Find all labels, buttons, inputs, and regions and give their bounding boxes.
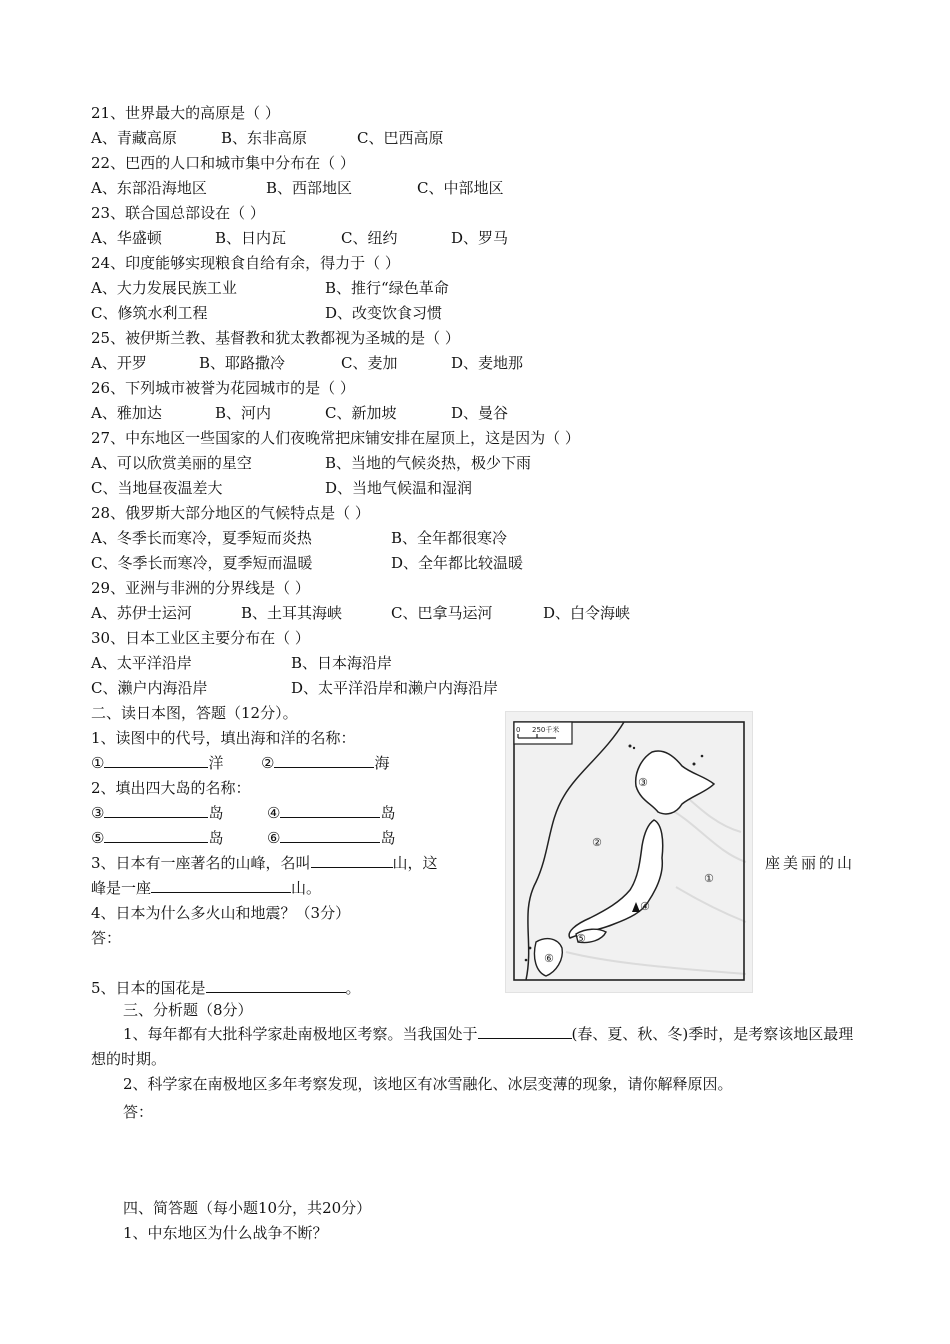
option-row xyxy=(91,478,861,498)
blank-island-3[interactable] xyxy=(104,803,208,818)
sec3-answer-label: 答： xyxy=(123,1103,154,1121)
answer-option[interactable]: C、当地昼夜温差大 xyxy=(91,479,223,497)
answer-option[interactable]: A、苏伊士运河 xyxy=(91,604,192,622)
ocean-suffix: 洋 xyxy=(208,754,224,772)
sec2-q3-text-c: 座美丽的山 xyxy=(765,854,856,872)
sec3-q1-text-a: 1、每年都有大批科学家赴南极地区考察。当我国处于 xyxy=(123,1025,478,1043)
answer-option[interactable]: A、大力发展民族工业 xyxy=(91,279,237,297)
option-row xyxy=(91,653,861,673)
blank-island-6[interactable] xyxy=(280,828,380,843)
blank-island-5[interactable] xyxy=(104,828,208,843)
answer-option[interactable]: C、纽约 xyxy=(341,229,398,247)
blank-national-flower[interactable] xyxy=(206,978,346,993)
q3-text-e: 山。 xyxy=(291,879,322,897)
q3-text-a: 3、日本有一座著名的山峰，名叫 xyxy=(91,854,311,872)
sec2-q1-blanks xyxy=(91,753,390,773)
question-stem: 26、下列城市被誉为花园城市的是（ ） xyxy=(91,379,355,397)
sec2-q5 xyxy=(91,978,361,998)
sec3-q1-text-b: (春、夏、秋、冬)季时，是考察该地区最理想的时期。 xyxy=(91,1025,854,1068)
sec2-question-2: 2、填出四大岛的名称： xyxy=(91,779,251,797)
option-row xyxy=(91,453,861,473)
island-suffix: 岛 xyxy=(380,829,396,847)
answer-option[interactable]: B、全年都很寒冷 xyxy=(391,529,508,547)
sec2-q2-row1 xyxy=(91,803,396,823)
question-stem: 21、世界最大的高原是（ ） xyxy=(91,104,280,122)
option-row xyxy=(91,553,861,573)
option-row xyxy=(91,303,861,323)
section2-title: 二、读日本图，答题（12分）。 xyxy=(91,704,298,722)
label-island-6: ⑥ xyxy=(267,829,281,847)
answer-option[interactable]: C、冬季长而寒冷，夏季短而温暖 xyxy=(91,554,313,572)
sec2-question-4: 4、日本为什么多火山和地震？（3分） xyxy=(91,904,351,922)
label-island-4: ④ xyxy=(267,804,281,822)
answer-option[interactable]: A、华盛顿 xyxy=(91,229,162,247)
answer-option[interactable]: B、土耳其海峡 xyxy=(241,604,343,622)
option-row xyxy=(91,178,861,198)
sec3-question-1 xyxy=(91,1022,861,1072)
answer-option[interactable]: B、日本海沿岸 xyxy=(291,654,393,672)
blank-season[interactable] xyxy=(478,1024,572,1039)
section4-title: 四、简答题（每小题10分，共20分） xyxy=(123,1199,372,1217)
map-label-1: ① xyxy=(704,872,714,885)
answer-option[interactable]: B、西部地区 xyxy=(266,179,353,197)
answer-option[interactable]: C、新加坡 xyxy=(325,404,397,422)
sec4-question-1: 1、中东地区为什么战争不断？ xyxy=(123,1224,328,1242)
answer-option[interactable]: B、河内 xyxy=(215,404,272,422)
option-row xyxy=(91,403,861,423)
label-island-3: ③ xyxy=(91,804,105,822)
answer-option[interactable]: D、曼谷 xyxy=(451,404,509,422)
map-label-4: ④ xyxy=(640,900,650,913)
answer-option[interactable]: D、改变饮食习惯 xyxy=(325,304,443,322)
question-stem: 25、被伊斯兰教、基督教和犹太教都视为圣城的是（ ） xyxy=(91,329,460,347)
answer-option[interactable]: D、罗马 xyxy=(451,229,509,247)
answer-option[interactable]: A、开罗 xyxy=(91,354,147,372)
option-row xyxy=(91,278,861,298)
answer-option[interactable]: D、麦地那 xyxy=(451,354,524,372)
q5-text: 5、日本的国花是 xyxy=(91,979,206,997)
answer-option[interactable]: C、濑户内海沿岸 xyxy=(91,679,208,697)
label-island-5: ⑤ xyxy=(91,829,105,847)
answer-option[interactable]: A、东部沿海地区 xyxy=(91,179,207,197)
scale-zero: 0 xyxy=(516,726,521,734)
option-row xyxy=(91,228,861,248)
q5-end: 。 xyxy=(345,979,361,997)
island-suffix: 岛 xyxy=(380,804,396,822)
question-stem: 24、印度能够实现粮食自给有余，得力于（ ） xyxy=(91,254,400,272)
answer-option[interactable]: C、巴拿马运河 xyxy=(391,604,493,622)
sec2-question-1: 1、读图中的代号，填出海和洋的名称： xyxy=(91,729,356,747)
question-stem: 29、亚洲与非洲的分界线是（ ） xyxy=(91,579,310,597)
option-row xyxy=(91,528,861,548)
sec2-q3-line1 xyxy=(91,853,438,873)
island-suffix: 岛 xyxy=(208,829,224,847)
blank-ocean[interactable] xyxy=(104,753,208,768)
label-sea-2: ② xyxy=(261,754,275,772)
answer-option[interactable]: D、白令海峡 xyxy=(543,604,631,622)
answer-option[interactable]: B、当地的气候炎热，极少下雨 xyxy=(325,454,532,472)
answer-option[interactable]: A、青藏高原 xyxy=(91,129,177,147)
question-stem: 30、日本工业区主要分布在（ ） xyxy=(91,629,310,647)
japan-map xyxy=(505,711,753,993)
q3-text-d: 峰是一座 xyxy=(91,879,152,897)
answer-option[interactable]: C、巴西高原 xyxy=(357,129,444,147)
answer-option[interactable]: A、太平洋沿岸 xyxy=(91,654,192,672)
honshu-outline xyxy=(569,820,663,938)
answer-option[interactable]: A、冬季长而寒冷，夏季短而炎热 xyxy=(91,529,312,547)
q3-text-b: 山，这 xyxy=(392,854,438,872)
answer-option[interactable]: D、当地气候温和湿润 xyxy=(325,479,473,497)
option-row xyxy=(91,353,861,373)
sea-suffix: 海 xyxy=(374,754,390,772)
map-label-3: ③ xyxy=(638,776,648,789)
answer-option[interactable]: B、日内瓦 xyxy=(215,229,287,247)
map-label-2: ② xyxy=(592,836,602,849)
map-label-5: ⑤ xyxy=(576,932,586,945)
question-stem: 28、俄罗斯大部分地区的气候特点是（ ） xyxy=(91,504,370,522)
sec2-q2-row2 xyxy=(91,828,396,848)
question-stem: 27、中东地区一些国家的人们夜晚常把床铺安排在屋顶上，这是因为（ ） xyxy=(91,429,580,447)
answer-option[interactable]: D、太平洋沿岸和濑户内海沿岸 xyxy=(291,679,499,697)
answer-option[interactable]: C、麦加 xyxy=(341,354,398,372)
question-stem: 23、联合国总部设在（ ） xyxy=(91,204,265,222)
blank-island-4[interactable] xyxy=(280,803,380,818)
answer-option[interactable]: A、雅加达 xyxy=(91,404,162,422)
answer-option[interactable]: D、全年都比较温暖 xyxy=(391,554,524,572)
answer-option[interactable]: B、东非高原 xyxy=(221,129,308,147)
sec2-answer-label: 答： xyxy=(91,929,122,947)
sec3-question-2: 2、科学家在南极地区多年考察发现，该地区有冰雪融化、冰层变薄的现象，请你解释原因。 xyxy=(123,1075,733,1093)
option-row xyxy=(91,128,861,148)
answer-option[interactable]: C、修筑水利工程 xyxy=(91,304,208,322)
answer-option[interactable]: C、中部地区 xyxy=(417,179,504,197)
sec2-q3-line2 xyxy=(91,878,321,898)
answer-option[interactable]: B、推行“绿色革命 xyxy=(325,279,449,297)
label-ocean-1: ① xyxy=(91,754,105,772)
blank-mountain-name[interactable] xyxy=(311,853,393,868)
section3-title: 三、分析题（8分） xyxy=(123,1001,253,1019)
island-suffix: 岛 xyxy=(208,804,224,822)
option-row xyxy=(91,603,861,623)
answer-option[interactable]: B、耶路撒冷 xyxy=(199,354,286,372)
question-stem: 22、巴西的人口和城市集中分布在（ ） xyxy=(91,154,355,172)
answer-option[interactable]: A、可以欣赏美丽的星空 xyxy=(91,454,252,472)
blank-sea[interactable] xyxy=(274,753,374,768)
japan-map-graphic xyxy=(506,712,752,992)
map-label-6: ⑥ xyxy=(544,952,554,965)
scale-value: 250千米 xyxy=(532,726,560,734)
blank-mountain-type[interactable] xyxy=(151,878,291,893)
option-row xyxy=(91,678,861,698)
